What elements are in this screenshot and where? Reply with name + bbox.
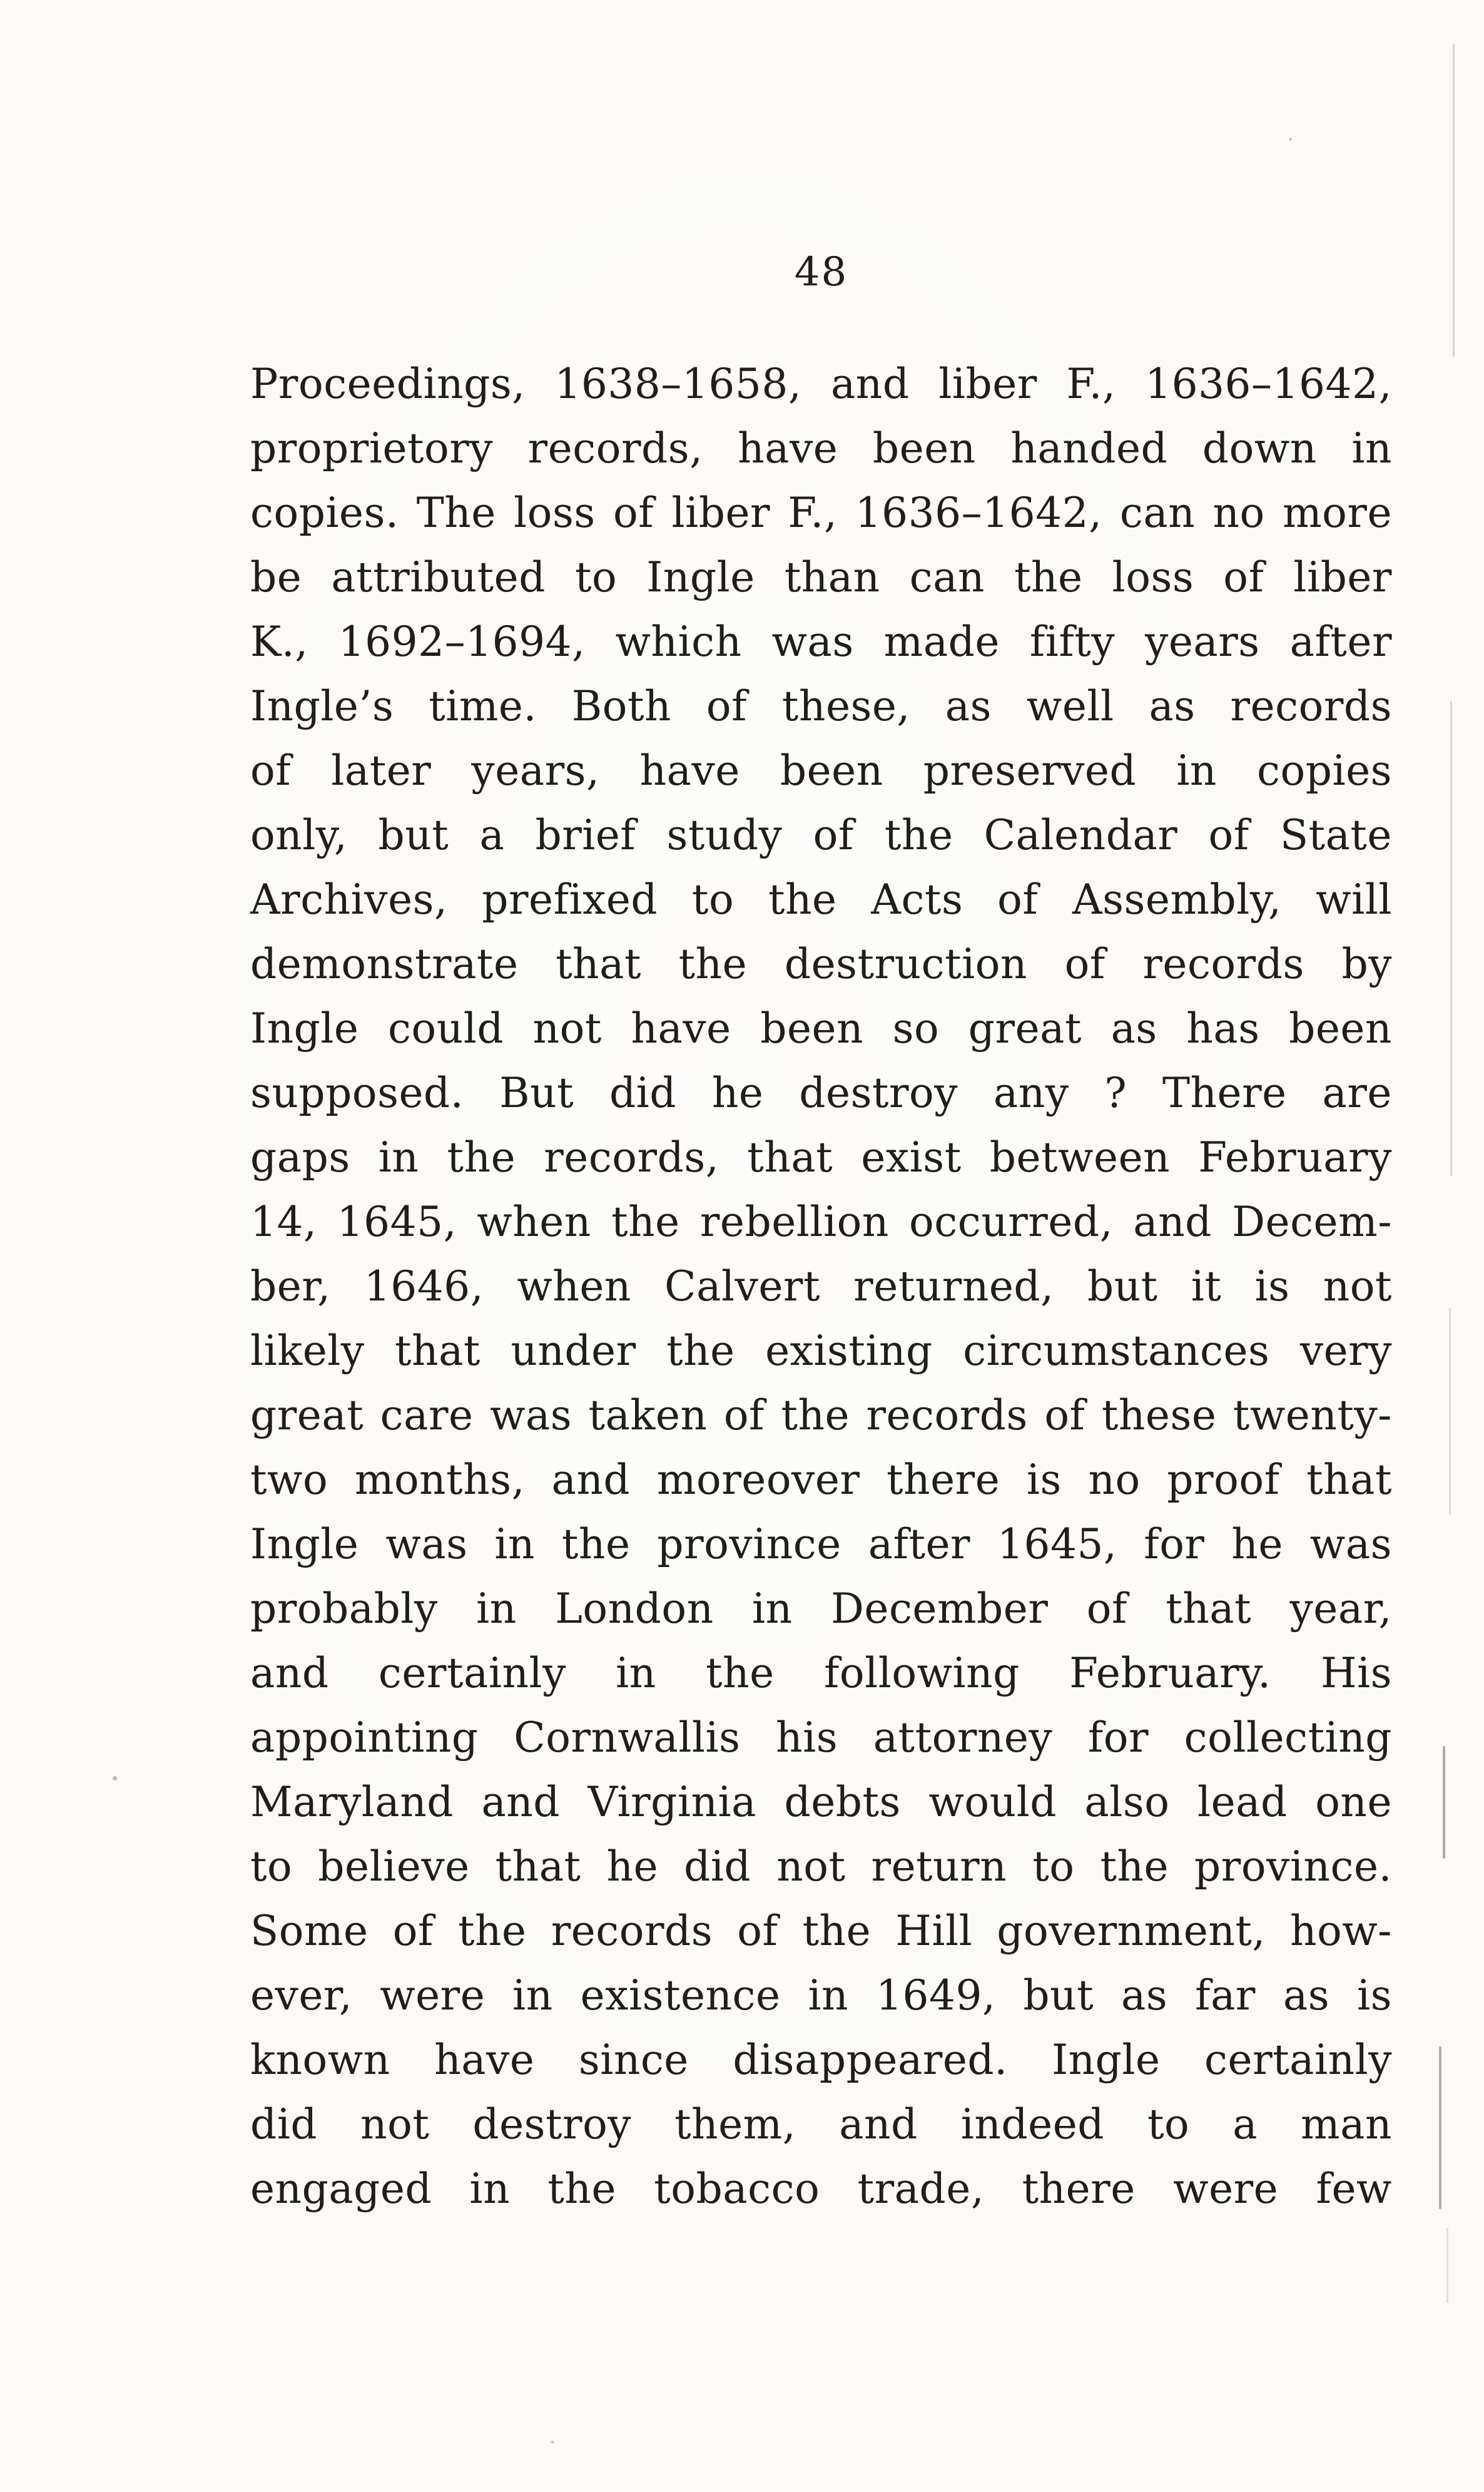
- text-line: appointing Cornwallis his attorney for collecting: [250, 1713, 1392, 1762]
- text-line: likely that under the existing circumstances very: [250, 1327, 1392, 1375]
- text-line: Maryland and Virginia debts would also lead one: [250, 1778, 1392, 1826]
- scan-edge-artifact: [1449, 1308, 1451, 1514]
- text-line: copies. The loss of liber F., 1636–1642, can no more: [250, 489, 1392, 537]
- text-line: Archives, prefixed to the Acts of Assembly, will: [250, 876, 1392, 924]
- text-line: Some of the records of the Hill government, how-: [250, 1907, 1392, 1955]
- scan-edge-artifact: [1443, 1746, 1445, 1859]
- text-line: be attributed to Ingle than can the loss of liber: [250, 553, 1392, 601]
- scan-speck-artifact: [113, 1776, 117, 1780]
- scan-edge-artifact: [1450, 701, 1452, 1177]
- text-line: gaps in the records, that exist between February: [250, 1133, 1392, 1182]
- scan-edge-artifact: [1446, 2228, 1448, 2303]
- text-line: did not destroy them, and indeed to a man: [250, 2100, 1392, 2148]
- text-line: known have since disappeared. Ingle certainly: [250, 2036, 1392, 2084]
- text-line: Ingle was in the province after 1645, for he was: [250, 1520, 1392, 1568]
- text-line: probably in London in December of that year,: [250, 1585, 1392, 1633]
- text-line: to believe that he did not return to the province.: [250, 1842, 1392, 1891]
- text-line: Ingle’s time. Both of these, as well as records: [250, 682, 1392, 730]
- text-line: great care was taken of the records of these twenty-: [250, 1391, 1392, 1439]
- text-line: Ingle could not have been so great as has been: [250, 1004, 1392, 1053]
- page-number: 48: [794, 249, 848, 295]
- text-line: Proceedings, 1638–1658, and liber F., 1636–1642,: [250, 360, 1392, 408]
- text-line: supposed. But did he destroy any ? There are: [250, 1069, 1392, 1117]
- text-line: two months, and moreover there is no proof that: [250, 1456, 1392, 1504]
- text-line: 14, 1645, when the rebellion occurred, and Decem-: [250, 1198, 1392, 1246]
- text-line: of later years, have been preserved in copies: [250, 747, 1392, 795]
- text-line: ever, were in existence in 1649, but as far as is: [250, 1971, 1392, 2020]
- text-line: ber, 1646, when Calvert returned, but it is not: [250, 1262, 1392, 1310]
- text-line: and certainly in the following February. His: [250, 1649, 1392, 1697]
- text-line: demonstrate that the destruction of records by: [250, 940, 1392, 988]
- text-line: only, but a brief study of the Calendar of State: [250, 811, 1392, 859]
- scan-edge-artifact: [1439, 2046, 1441, 2209]
- text-line: proprietory records, have been handed down in: [250, 424, 1392, 472]
- text-line: engaged in the tobacco trade, there were few: [250, 2165, 1392, 2213]
- paragraph: [250, 352, 1392, 2221]
- text-line: K., 1692–1694, which was made fifty years after: [250, 618, 1392, 666]
- scan-speck-artifact: [551, 2441, 554, 2443]
- scan-edge-artifact: [1453, 44, 1455, 357]
- scan-speck-artifact: [1289, 138, 1292, 141]
